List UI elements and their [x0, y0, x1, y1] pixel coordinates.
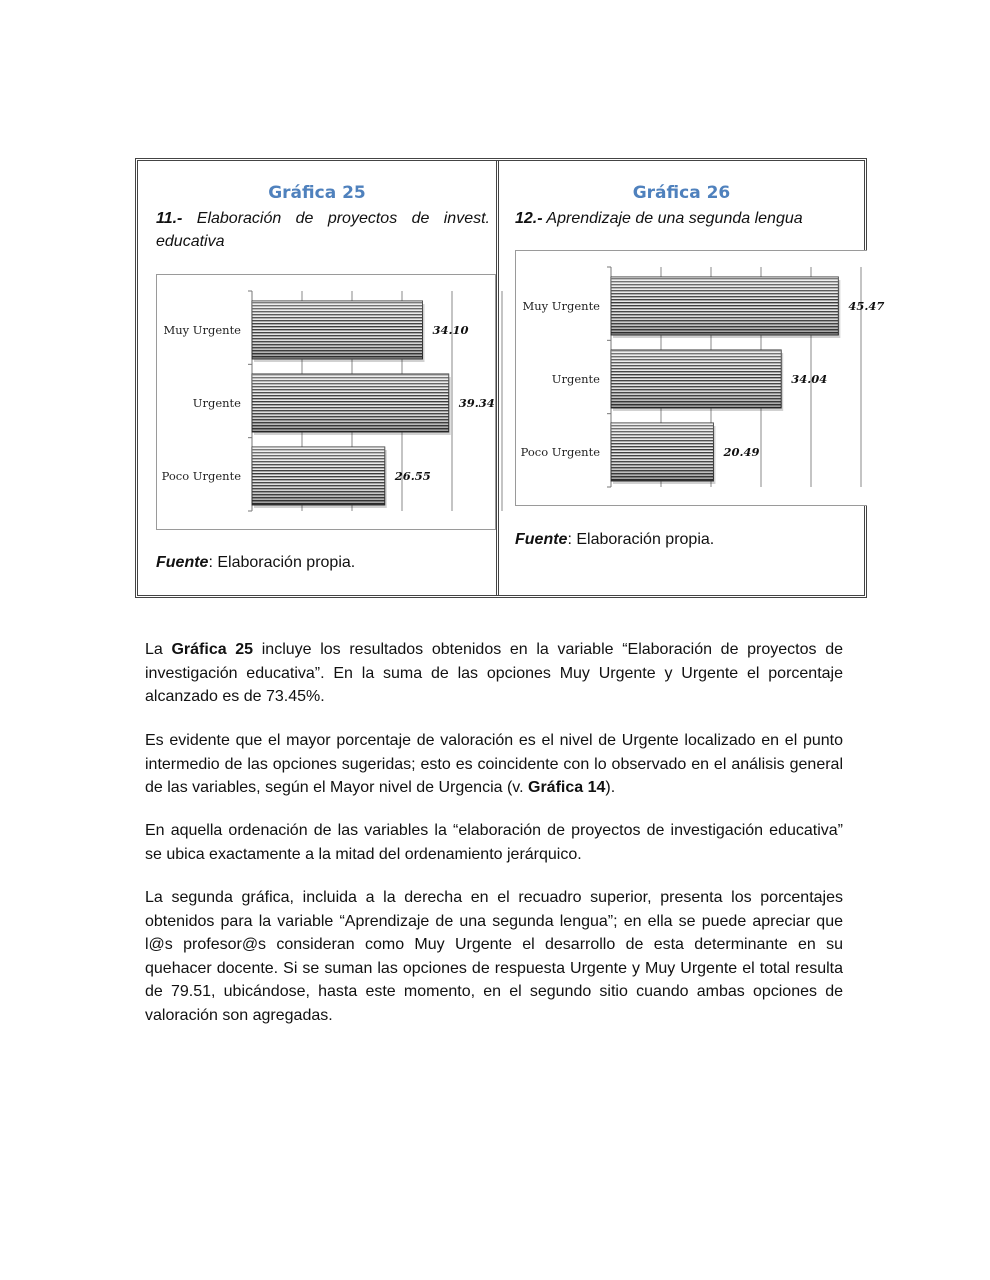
paragraph-text: Es evidente que el mayor porcentaje de valoración es el nivel de Urgente localizado en el punto intermedio de las opciones sugeridas; esto es coincidente con lo observado en el análisis general de las variables, según el Mayor nivel de Urgencia (v. [145, 732, 843, 796]
category-label: Muy Urgente [522, 299, 600, 313]
bar-chart-26 [516, 251, 885, 505]
figure-subtitle-text: Aprendizaje de una segunda lengua [542, 210, 803, 227]
chart-box-25 [156, 274, 496, 530]
paragraph-text: ). [605, 779, 616, 796]
source-text: : Elaboración propia. [208, 554, 356, 571]
figure-title: Gráfica 26 [632, 183, 731, 203]
paragraph-3: En aquella ordenación de las variables la “elaboración de proyectos de investigación educativa” se ubica exactamente a la mitad del ordenamiento jerárquico. [145, 822, 843, 863]
data-label: 45.47 [848, 299, 885, 313]
category-label: Poco Urgente [520, 445, 600, 459]
bar-shading [611, 277, 838, 335]
figure-subtitle [156, 207, 490, 253]
figure-cell-25 [138, 161, 499, 595]
figure-reference: Gráfica 14 [528, 779, 606, 796]
paragraph-1 [145, 638, 843, 709]
chart-box-26 [515, 250, 885, 506]
data-label: 26.55 [394, 469, 431, 483]
data-label: 34.10 [432, 323, 469, 337]
category-label: Poco Urgente [161, 469, 241, 483]
figure-reference: Gráfica 25 [171, 641, 254, 658]
data-label: 34.04 [791, 372, 828, 386]
figure-subtitle-text: Elaboración de proyectos de invest. educativa [156, 210, 490, 250]
data-label: 39.34 [458, 396, 495, 410]
figure-source [515, 531, 714, 549]
data-label: 20.49 [723, 445, 760, 459]
bar-shading [252, 301, 423, 359]
bar-shading [611, 423, 713, 481]
figure-number: 12.- [515, 210, 543, 227]
figure-number: 11.- [156, 210, 183, 227]
category-label: Muy Urgente [163, 323, 241, 337]
source-label: Fuente [156, 554, 209, 571]
category-label: Urgente [192, 396, 241, 410]
bar-chart-25 [157, 275, 495, 529]
bar-shading [252, 374, 449, 432]
category-label: Urgente [551, 372, 600, 386]
paragraph-text: incluye los resultados obtenidos en la variable “Elaboración de proyectos de investigación educativa”. En la suma de las opciones Muy Urgente y Urgente el porcentaje alcanzado es de 73.45%. [145, 641, 843, 705]
figures-table [135, 158, 885, 598]
source-text: : Elaboración propia. [567, 531, 715, 548]
paragraph-4: La segunda gráfica, incluida a la derecha en el recuadro superior, presenta los porcentajes obtenidos para la variable “Aprendizaje de una segunda lengua”; en ella se puede apreciar que l@s profesor@s consideran como Muy Urgente el desarrollo de esta determinante en su quehacer docente. Si se suman las opciones de respuesta Urgente y Muy Urgente el total resulta de 79.51, ubicándose, hasta este momento, en el segundo sitio cuando ambas opciones de valoración son agregadas. [145, 889, 843, 1024]
figure-subtitle [515, 207, 865, 230]
figure-cell-26 [499, 161, 885, 595]
figure-title: Gráfica 25 [268, 183, 366, 203]
bar-shading [252, 447, 385, 505]
figure-source [156, 554, 355, 572]
paragraph-2 [145, 729, 843, 800]
bar-shading [611, 350, 781, 408]
source-label: Fuente [515, 531, 568, 548]
paragraph-text: La [145, 641, 172, 658]
